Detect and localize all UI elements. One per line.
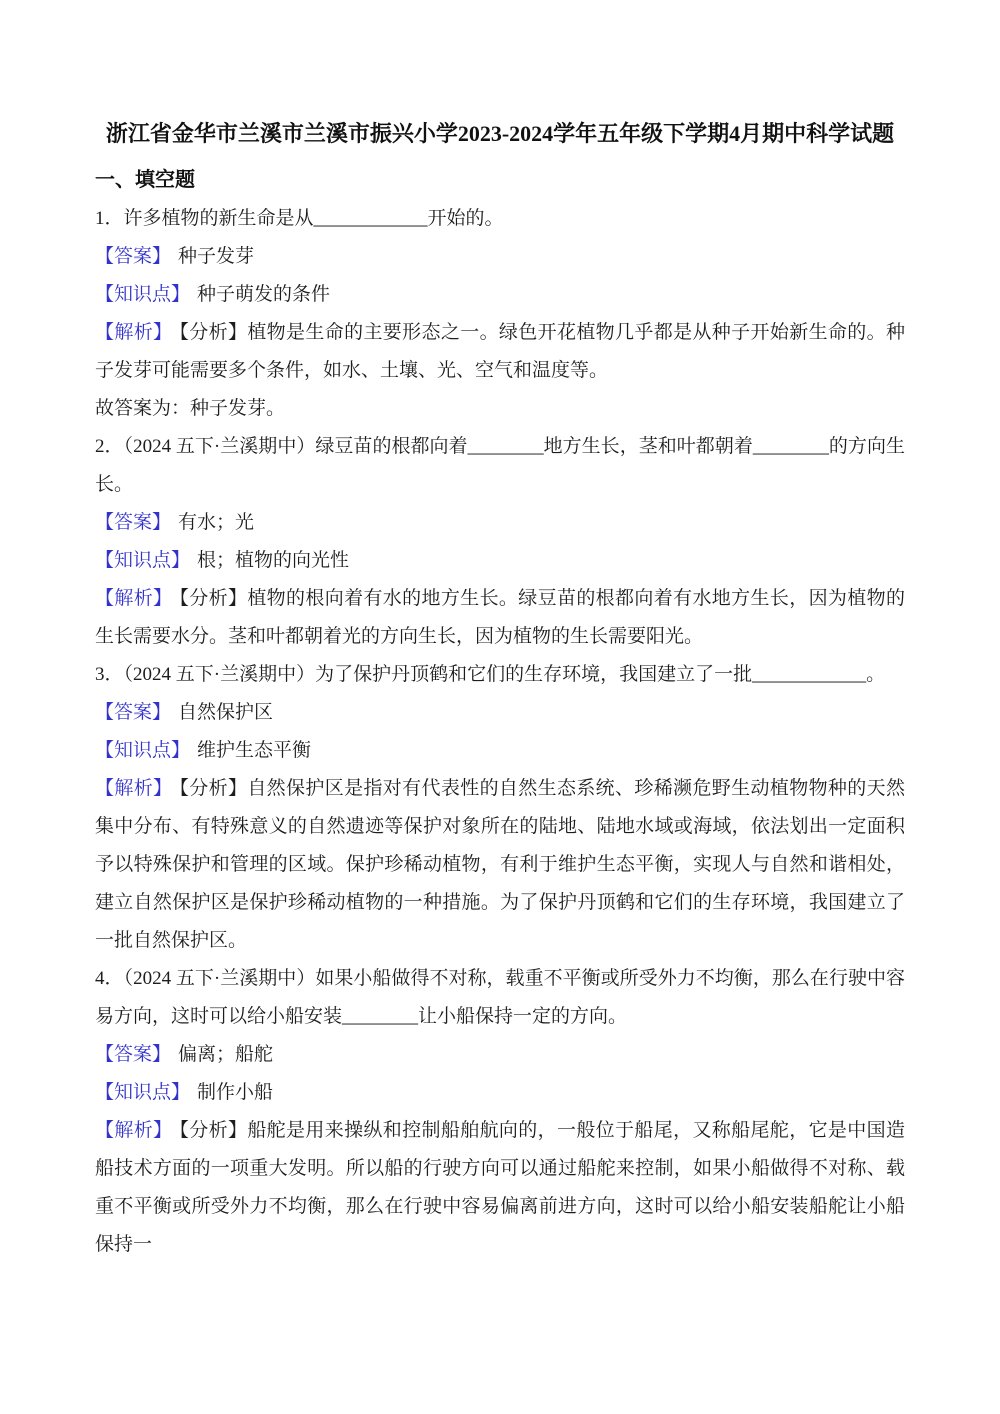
knowledge-text: 制作小船 xyxy=(197,1082,274,1103)
knowledge-line xyxy=(95,542,905,580)
knowledge-line xyxy=(95,276,905,314)
answer-text: 自然保护区 xyxy=(178,702,274,723)
answer-label: 【答案】 xyxy=(95,512,172,533)
answer-label: 【答案】 xyxy=(95,1044,172,1065)
analysis-line xyxy=(95,314,905,390)
answer-line xyxy=(95,238,905,276)
closing-note xyxy=(95,390,905,428)
answer-label: 【答案】 xyxy=(95,702,172,723)
analysis-line xyxy=(95,1112,905,1264)
answer-text: 有水；光 xyxy=(178,512,255,533)
question-stem-text: 1．许多植物的新生命是从____________开始的。 xyxy=(95,208,504,229)
analysis-text: 【分析】船舵是用来操纵和控制船舶航向的，一般位于船尾，又称船尾舵，它是中国造船技术方面的一项重大发明。所以船的行驶方向可以通过船舵来控制，如果小船做得不对称、载重不平衡或所受外力不均衡，那么在行驶中容易偏离前进方向，这时可以给小船安装船舵让小船保持一 xyxy=(95,1120,905,1255)
knowledge-label: 【知识点】 xyxy=(95,284,191,305)
analysis-text: 【分析】植物的根向着有水的地方生长。绿豆苗的根都向着有水地方生长，因为植物的生长需要水分。茎和叶都朝着光的方向生长，因为植物的生长需要阳光。 xyxy=(95,588,905,647)
analysis-line xyxy=(95,580,905,656)
analysis-label: 【解析】 xyxy=(95,322,173,343)
question-stem xyxy=(95,200,905,238)
knowledge-line xyxy=(95,1074,905,1112)
question-stem-text: 2．（2024 五下·兰溪期中）绿豆苗的根都向着________地方生长，茎和叶都朝着________的方向生长。 xyxy=(95,436,905,495)
question-4 xyxy=(95,960,905,1264)
knowledge-label: 【知识点】 xyxy=(95,550,191,571)
answer-label: 【答案】 xyxy=(95,246,172,267)
answer-text: 偏离；船舵 xyxy=(178,1044,274,1065)
analysis-label: 【解析】 xyxy=(95,588,173,609)
question-stem xyxy=(95,428,905,504)
question-stem-text: 3．（2024 五下·兰溪期中）为了保护丹顶鹤和它们的生存环境，我国建立了一批____________。 xyxy=(95,664,886,685)
page-title: 浙江省金华市兰溪市兰溪市振兴小学2023-2024学年五年级下学期4月期中科学试题 xyxy=(105,121,895,146)
answer-line xyxy=(95,504,905,542)
knowledge-line xyxy=(95,732,905,770)
knowledge-text: 根；植物的向光性 xyxy=(197,550,350,571)
analysis-text: 【分析】植物是生命的主要形态之一。绿色开花植物几乎都是从种子开始新生命的。种子发芽可能需要多个条件，如水、土壤、光、空气和温度等。 xyxy=(95,322,905,381)
question-stem-text: 4．（2024 五下·兰溪期中）如果小船做得不对称，载重不平衡或所受外力不均衡，那么在行驶中容易方向，这时可以给小船安装________让小船保持一定的方向。 xyxy=(95,968,905,1027)
analysis-text: 【分析】自然保护区是指对有代表性的自然生态系统、珍稀濒危野生动植物物种的天然集中分布、有特殊意义的自然遗迹等保护对象所在的陆地、陆地水域或海域，依法划出一定面积予以特殊保护和管理的区域。保护珍稀动植物，有利于维护生态平衡，实现人与自然和谐相处，建立自然保护区是保护珍稀动植物的一种措施。为了保护丹顶鹤和它们的生存环境，我国建立了一批自然保护区。 xyxy=(95,778,905,951)
answer-text: 种子发芽 xyxy=(178,246,255,267)
closing-note-text: 故答案为：种子发芽。 xyxy=(95,398,286,419)
knowledge-text: 种子萌发的条件 xyxy=(197,284,331,305)
knowledge-label: 【知识点】 xyxy=(95,740,191,761)
analysis-label: 【解析】 xyxy=(95,778,173,799)
question-2 xyxy=(95,428,905,656)
knowledge-label: 【知识点】 xyxy=(95,1082,191,1103)
question-stem xyxy=(95,960,905,1036)
question-stem xyxy=(95,656,905,694)
answer-line xyxy=(95,694,905,732)
knowledge-text: 维护生态平衡 xyxy=(197,740,312,761)
question-3 xyxy=(95,656,905,960)
question-1 xyxy=(95,200,905,428)
analysis-line xyxy=(95,770,905,960)
analysis-label: 【解析】 xyxy=(95,1120,173,1141)
section-heading: 一、填空题 xyxy=(95,169,195,191)
answer-line xyxy=(95,1036,905,1074)
